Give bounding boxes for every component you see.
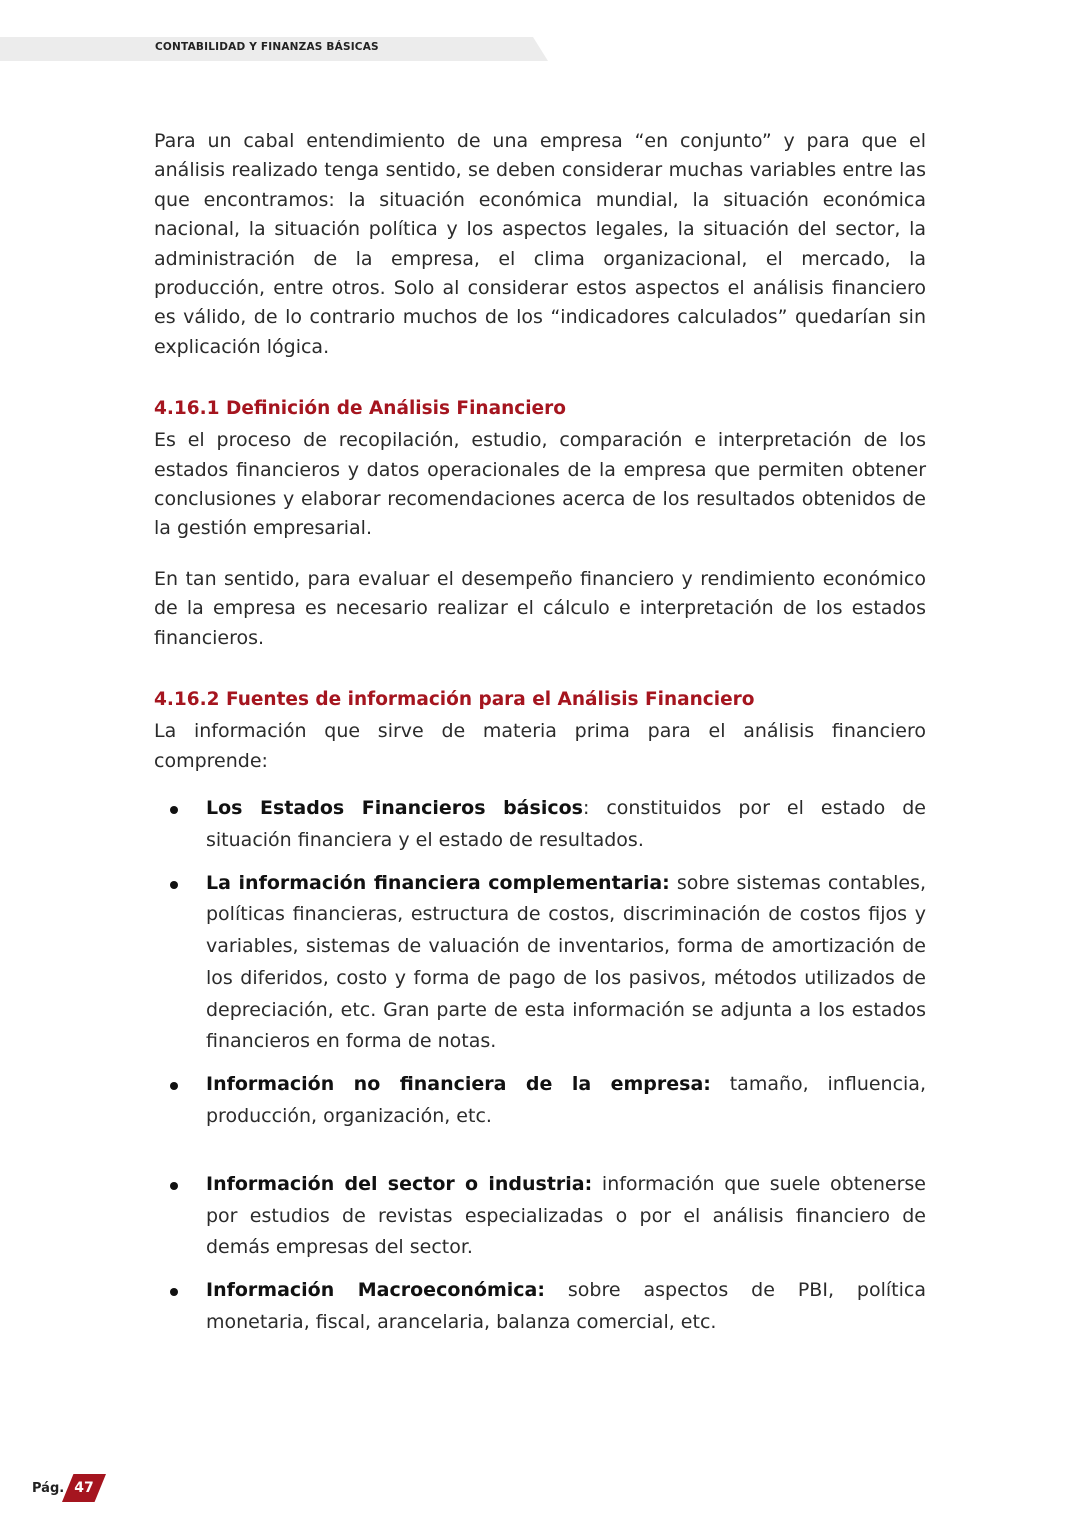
list-item-term: Los Estados Financieros básicos [206,796,583,819]
intro-paragraph: Para un cabal entendimiento de una empresa “en conjunto” y para que el análisis realizado tenga sentido, se deben considerar muchas variables entre las que encontramos: la situación económica mundial, la situación económica nacional, la situación política y los aspectos legales, la situación del sector, la administración de la empresa, el clima organizacional, el mercado, la producción, entre otros. Solo al considerar estos aspectos el análisis financiero es válido, de lo contrario muchos de los “indicadores calculados” quedarían sin explicación lógica. [154,130,926,358]
list-item-text: : constituidos por el estado de situación financiera y el estado de resultados. [206,796,926,851]
list-item-term: La información financiera complementaria: [206,871,670,894]
list-item-text: sobre aspectos de PBI, política monetaria, fiscal, arancelaria, balanza comercial, etc. [206,1279,926,1334]
list-item-term: Información no financiera de la empresa: [206,1073,711,1096]
list-item [154,1069,926,1133]
evaluation-paragraph: En tan sentido, para evaluar el desempeño financiero y rendimiento económico de la empresa es necesario realizar el cálculo e interpretación de los estados financieros. [154,567,926,649]
list-item [154,793,926,857]
list-item-text: información que suele obtenerse por estudios de revistas especializadas o por el análisis financiero de demás empresas del sector. [206,1172,926,1259]
bullet-icon [170,881,178,889]
sources-intro-paragraph: La información que sirve de materia prima para el análisis financiero comprende: [154,720,926,772]
list-item-term: Información del sector o industria: [206,1172,593,1195]
bullet-icon [170,1082,178,1090]
section-heading-definicion: 4.16.1 Definición de Análisis Financiero [154,398,566,420]
running-header: CONTABILIDAD Y FINANZAS BÁSICAS [155,41,379,53]
list-item [154,1169,926,1264]
list-item-text: sobre sistemas contables, políticas financieras, estructura de costos, discriminación de costos fijos y variables, sistemas de valuación de inventarios, forma de amortización de los diferidos, costo y forma de pago de los pasivos, métodos utilizados de depreciación, etc. Gran parte de esta información se adjunta a los estados financieros en forma de notas. [206,871,926,1053]
list-item-text: tamaño, influencia, producción, organización, etc. [206,1073,926,1128]
list-item [154,1275,926,1339]
bullet-icon [170,1288,178,1296]
bullet-icon [170,1182,178,1190]
sources-list [154,793,926,1339]
section-heading-fuentes: 4.16.2 Fuentes de información para el Análisis Financiero [154,689,755,711]
list-item-term: Información Macroeconómica: [206,1279,545,1302]
list-item [154,868,926,1059]
definition-paragraph: Es el proceso de recopilación, estudio, comparación e interpretación de los estados financieros y datos operacionales de la empresa que permiten obtener conclusiones y elaborar recomendaciones acerca de los resultados obtenidos de la gestión empresarial. [154,429,926,540]
bullet-icon [170,806,178,814]
page-number: 47 [74,1480,94,1496]
page-label: Pág. [32,1481,65,1496]
page-content [154,127,926,1339]
